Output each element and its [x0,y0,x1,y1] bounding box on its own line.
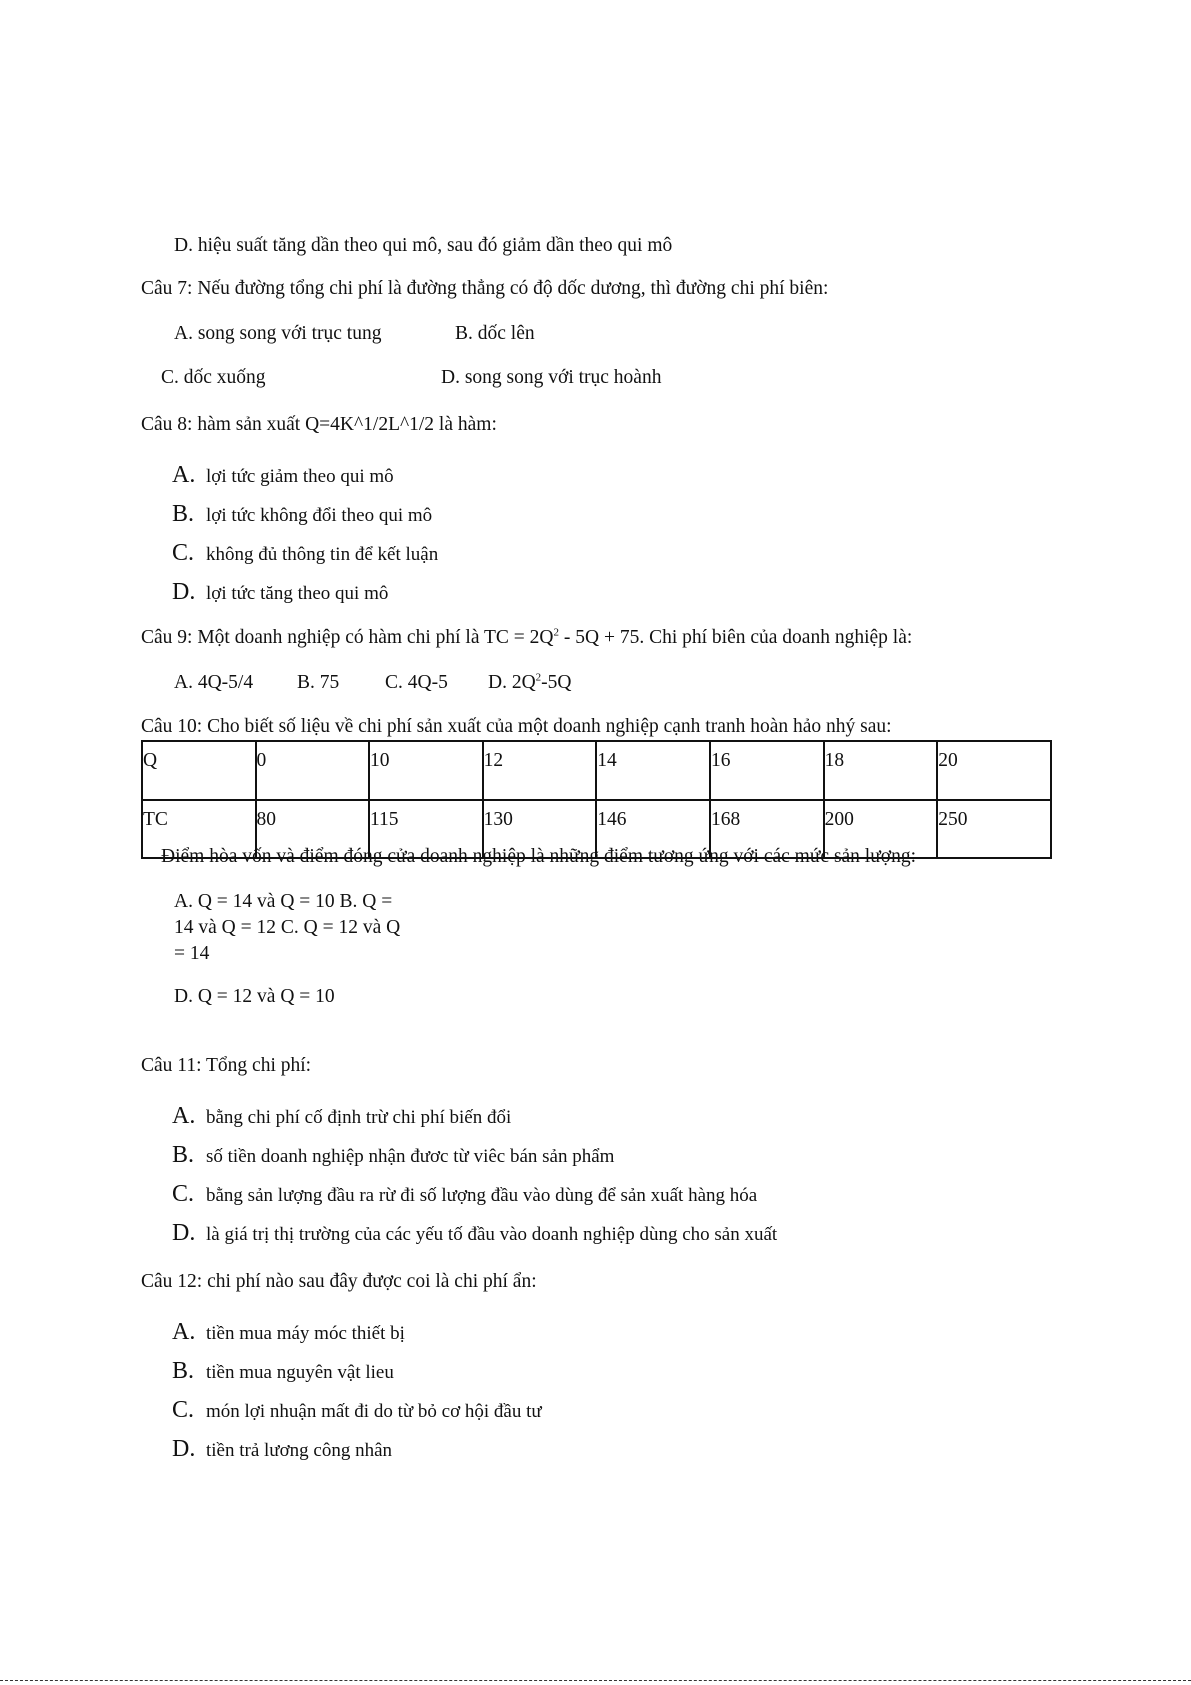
q12-option-text: món lợi nhuận mất đi do từ bỏ cơ hội đầu tư [206,1401,542,1422]
q8-option-letter: C. [172,540,195,566]
q8-option-text: lợi tức giảm theo qui mô [206,466,394,487]
table-cell: 168 [710,800,824,858]
q11-option-text: là giá trị thị trường của các yếu tố đầu vào doanh nghiệp dùng cho sản xuất [206,1224,778,1245]
q11-option-letter: B. [172,1142,195,1168]
q9-option-b: B. 75 [297,672,340,693]
q12-option-text: tiền mua nguyên vật lieu [206,1362,394,1383]
q12-option-c [172,1398,542,1422]
q8-option-text: lợi tức tăng theo qui mô [206,583,389,604]
q11-option-letter: D. [172,1220,196,1246]
q10-options-line-3: = 14 [174,943,210,964]
table-cell: 12 [483,741,597,800]
q12-option-b [172,1359,394,1383]
q8-option-letter: B. [172,501,195,527]
table-cell: Q [142,741,256,800]
q7-option-b: B. dốc lên [455,323,535,344]
q9-question-superscript: 2 [553,626,559,639]
q7-question: Câu 7: Nếu đường tổng chi phí là đường thẳng có độ dốc dương, thì đường chi phí biên: [141,278,829,299]
q6-option-d: D. hiệu suất tăng dần theo qui mô, sau đó giảm dần theo qui mô [174,235,673,256]
table-cell: 115 [369,800,483,858]
q11-option-b [172,1143,614,1167]
q8-option-letter: A. [172,462,196,488]
table-cell: 14 [596,741,710,800]
q8-option-c [172,541,438,565]
q10-statement: Điểm hòa vốn và điểm đóng cửa doanh nghiệp là những điểm tương ứng với các mức sản lượng: [161,846,917,867]
table-cell: 200 [824,800,938,858]
q11-option-text: bằng sản lượng đầu ra rừ đi số lượng đầu vào dùng để sản xuất hàng hóa [206,1185,758,1206]
q11-option-a [172,1104,511,1128]
table-cell: 0 [256,741,369,800]
q12-option-letter: C. [172,1397,195,1423]
table-row [142,741,1051,800]
q11-question: Câu 11: Tổng chi phí: [141,1055,312,1076]
table-cell: TC [142,800,256,858]
q9-question-end: - 5Q + 75. Chi phí biên của doanh nghiệp là: [559,627,913,648]
q12-option-a [172,1320,405,1344]
q12-option-letter: B. [172,1358,195,1384]
q10-question: Câu 10: Cho biết số liệu về chi phí sản xuất của một doanh nghiệp cạnh tranh hoàn hảo nhý sau: [141,716,892,737]
q10-option-d: D. Q = 12 và Q = 10 [174,986,335,1007]
q12-option-letter: A. [172,1319,196,1345]
table-cell: 250 [937,800,1051,858]
q11-option-letter: C. [172,1181,195,1207]
q9-option-a: A. 4Q-5/4 [174,672,254,693]
table-cell: 130 [483,800,597,858]
q12-option-d [172,1437,392,1461]
table-cell: 10 [369,741,483,800]
q10-options-line-1: A. Q = 14 và Q = 10 B. Q = [174,891,393,912]
q12-option-text: tiền mua máy móc thiết bị [206,1323,405,1344]
q10-options-line-2: 14 và Q = 12 C. Q = 12 và Q [174,917,401,938]
q12-option-letter: D. [172,1436,196,1462]
q11-option-d [172,1221,777,1245]
q9-option-d [488,673,572,693]
table-cell: 80 [256,800,369,858]
q12-question: Câu 12: chi phí nào sau đây được coi là chi phí ẩn: [141,1271,537,1292]
q11-option-c [172,1182,757,1206]
q8-option-text: không đủ thông tin để kết luận [206,544,439,565]
q7-option-a: A. song song với trục tung [174,323,382,344]
table-cell: 16 [710,741,824,800]
q11-option-text: số tiền doanh nghiệp nhận đươc từ viêc bán sản phẩm [206,1146,615,1167]
q8-option-a [172,463,394,487]
q7-option-d: D. song song với trục hoành [441,367,662,388]
table-cell: 18 [824,741,938,800]
q9-option-d-end: -5Q [541,672,572,693]
q7-option-c: C. dốc xuống [161,367,266,388]
q11-option-letter: A. [172,1103,196,1129]
q12-option-text: tiền trả lương công nhân [206,1440,393,1461]
q8-question: Câu 8: hàm sản xuất Q=4K^1/2L^1/2 là hàm: [141,414,497,435]
page-bottom-divider [0,1680,1191,1681]
cost-table [141,740,1052,859]
q8-option-b [172,502,432,526]
q9-option-d-superscript: 2 [535,671,542,684]
q8-option-letter: D. [172,579,196,605]
q11-option-text: bằng chi phí cố định trừ chi phí biến đổi [206,1107,512,1128]
q9-option-c: C. 4Q-5 [385,672,448,693]
table-cell: 20 [937,741,1051,800]
q9-question-start: Câu 9: Một doanh nghiệp có hàm chi phí là TC = 2Q [141,627,554,648]
q9-question [141,628,912,648]
q8-option-d [172,580,388,604]
q9-option-d-start: D. 2Q [488,672,536,693]
q8-option-text: lợi tức không đổi theo qui mô [206,505,433,526]
table-cell: 146 [596,800,710,858]
